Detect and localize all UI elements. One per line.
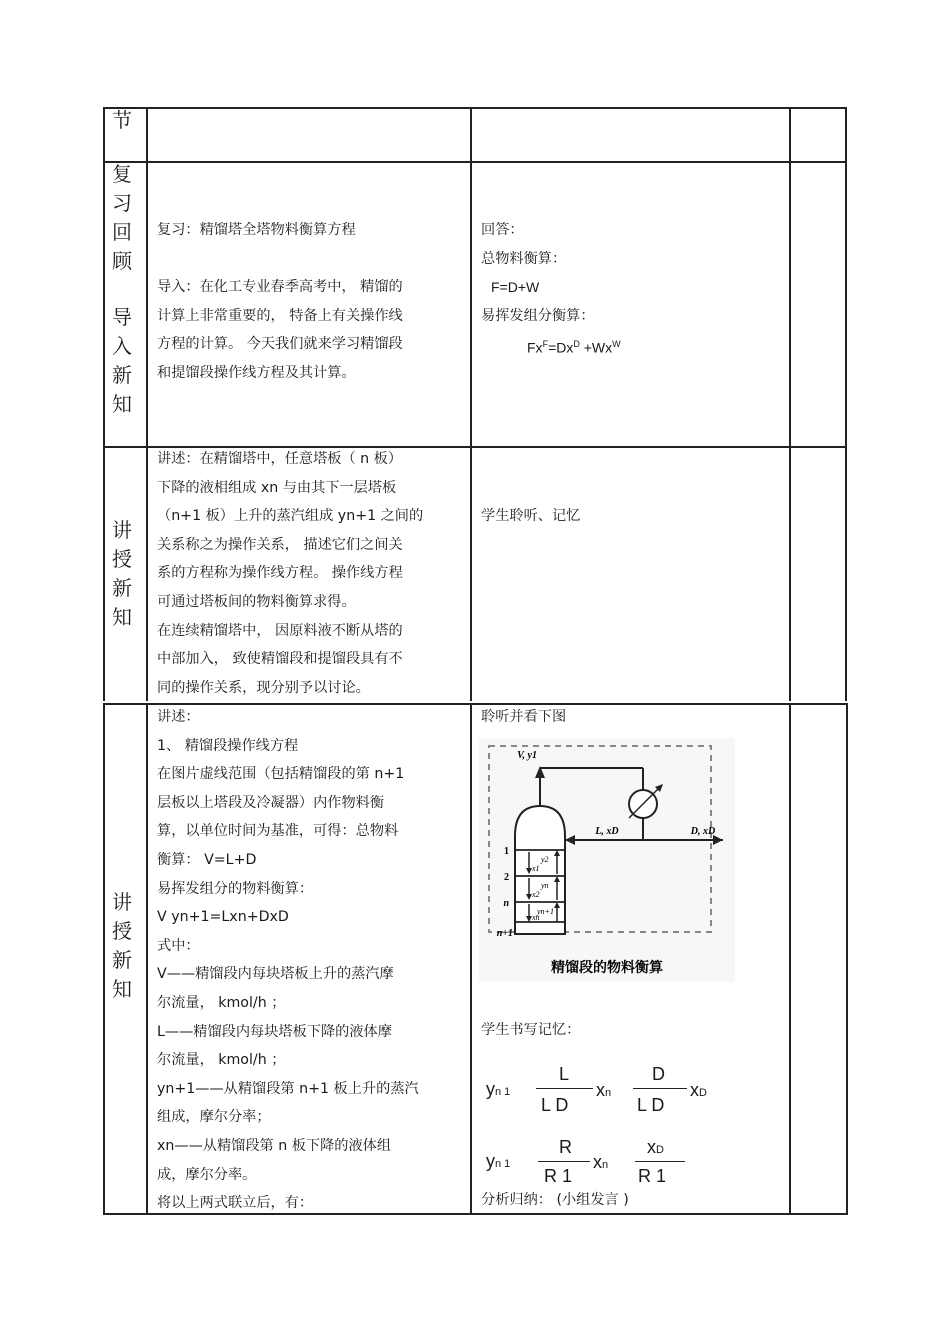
lecture-student-text: 学生聆听、记忆 — [481, 508, 581, 524]
student-write-text: 学生书写记忆： — [481, 1022, 581, 1038]
figure-caption: 精馏段的物料衡算 — [551, 960, 663, 976]
component-balance-formula: $Fx^F=Dx^D +Wx^W$ — [527, 339, 621, 357]
stage-label-review: 复 习 回 顾 — [112, 162, 132, 273]
label-plate-2: 2 — [504, 872, 509, 883]
label-yn1: yn+1 — [537, 907, 554, 916]
label-vapor: V, y1 — [517, 750, 537, 761]
review-teacher-text: 复习：精馏塔全塔物料衡算方程 导入：在化工专业春季高考中， 精馏的 计算上非常重要的， 特备上有关操作线 方程的计算。 今天我们就来学习精馏段 和提馏段操作线方程及其计算。 — [157, 222, 403, 381]
label-plate-1: 1 — [504, 846, 509, 857]
stage-label-intro: 导 入 新 知 — [112, 305, 132, 416]
stage-label-lecture-1: 讲 授 新 知 — [112, 518, 132, 629]
label-x2: x2 — [532, 890, 540, 899]
label-reflux: L, xD — [595, 826, 619, 837]
label-plate-n1: n+1 — [496, 928, 513, 939]
review-student-text: 回答： 总物料衡算： F=D+W 易挥发组分衡算： $Fx^F=Dx^D +Wx^W$ — [481, 216, 621, 359]
label-xn: xn — [532, 913, 540, 922]
rectifying-teacher-text: 讲述： 1、 精馏段操作线方程 在图片虚线范围（包括精馏段的第 n+1 层板以上塔段及冷凝器）内作物料衡 算，以单位时间为基准，可得：总物料 衡算： V=L+D 易挥发组分的物料衡算： V yn+1=Lxn+DxD 式中： V——精馏段内每块塔板上升的蒸汽摩 尔流量， kmol/h ； L——精馏段内每块塔板下降的液体摩 尔流量， kmol/h ； yn+1——从精馏段第 n+1 板上升的蒸汽 组成，摩尔分率； xn——从精馏段第 n 板下降的液体组 成，摩尔分率。 将以上两式联立后，有： — [157, 709, 419, 1212]
stage-label-jie: 节 — [112, 108, 132, 132]
student-listen-text: 聆听并看下图 — [481, 709, 567, 725]
lecture-teacher-text: 讲述：在精馏塔中，任意塔板（ n 板） 下降的液相组成 xn 与由其下一层塔板 （n+1 板）上升的蒸汽组成 yn+1 之间的 关系称之为操作关系， 描述它们之间关 系的方程称为操作线方程。 操作线方程 可通过塔板间的物料衡算求得。 在连续精馏塔中， 因原料液不断从塔的 中部加入， 致使精馏段和提馏段具有不 同的操作关系，现分别予以讨论。 — [157, 451, 424, 696]
label-plate-n: n — [503, 898, 509, 909]
student-summary-text: 分析归纳： (小组发言 ) — [481, 1192, 629, 1208]
rectifying-section-figure — [479, 738, 735, 982]
stage-label-lecture-2: 讲 授 新 知 — [112, 890, 132, 1001]
label-distillate: D, xD — [690, 826, 716, 837]
label-yn: yn — [541, 881, 549, 890]
label-y2: y2 — [541, 855, 549, 864]
label-x1: x1 — [532, 864, 540, 873]
